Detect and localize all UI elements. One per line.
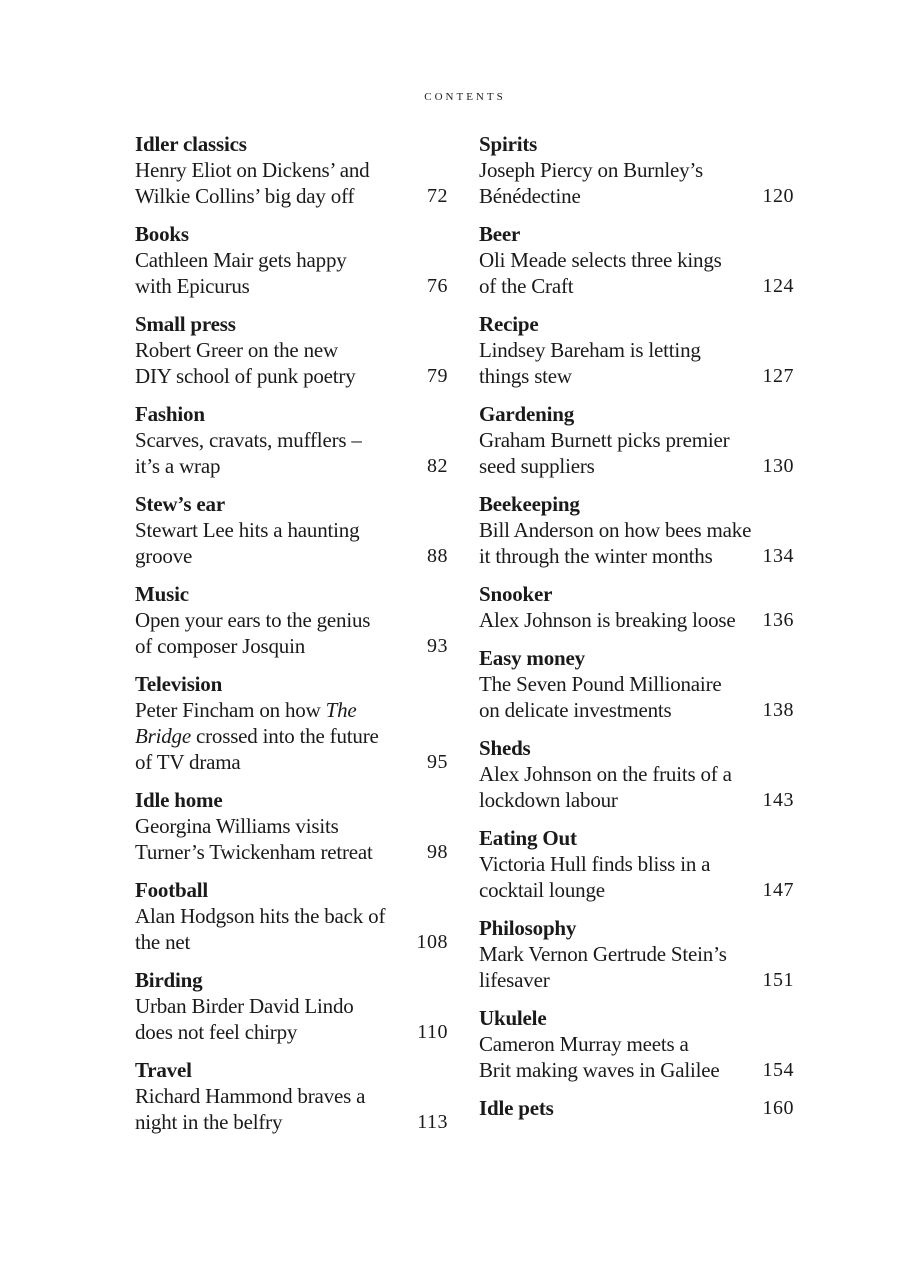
entry-description <box>479 247 794 299</box>
toc-entry[interactable] <box>135 221 448 299</box>
entry-title: Television <box>135 672 223 696</box>
entry-description <box>135 1083 448 1135</box>
entry-page-number: 82 <box>427 455 448 477</box>
entry-description <box>135 697 448 775</box>
toc-entry[interactable] <box>135 131 448 209</box>
entry-description <box>135 903 448 955</box>
entry-title: Music <box>135 582 189 606</box>
entry-description-line: with Epicurus <box>135 274 250 298</box>
entry-title: Books <box>135 222 189 246</box>
entry-description-italic: Bridge <box>135 724 191 748</box>
toc-entry[interactable] <box>479 825 794 903</box>
entry-page-number: 110 <box>417 1021 448 1043</box>
entry-description-line: of TV drama <box>135 750 241 774</box>
entry-description <box>135 337 448 389</box>
entry-description-line: Cathleen Mair gets happy <box>135 248 347 272</box>
entry-description-line: groove <box>135 544 193 568</box>
entry-page-number: 136 <box>762 609 794 631</box>
entry-page-number: 95 <box>427 751 448 773</box>
entry-description-line: it through the winter months <box>479 544 713 568</box>
entry-description-line: Wilkie Collins’ big day off <box>135 184 355 208</box>
entry-title: Recipe <box>479 312 539 336</box>
entry-description-line: The Seven Pound Millionaire <box>479 672 722 696</box>
entry-description <box>479 337 794 389</box>
entry-page-number: 147 <box>762 879 794 901</box>
entry-description-line: Bénédectine <box>479 184 581 208</box>
entry-description-line: does not feel chirpy <box>135 1020 298 1044</box>
contents-left-column <box>135 131 448 1147</box>
entry-description-line: DIY school of punk poetry <box>135 364 356 388</box>
entry-description-line <box>135 697 404 723</box>
entry-page-number: 130 <box>762 455 794 477</box>
entry-description-line: seed suppliers <box>479 454 595 478</box>
entry-description-line: Oli Meade selects three kings <box>479 248 722 272</box>
entry-page-number: 138 <box>762 699 794 721</box>
entry-description-italic: The <box>325 698 357 722</box>
entry-description-line: it’s a wrap <box>135 454 221 478</box>
entry-page-number: 127 <box>762 365 794 387</box>
entry-page-number: 151 <box>762 969 794 991</box>
toc-entry[interactable] <box>479 401 794 479</box>
entry-title: Fashion <box>135 402 205 426</box>
entry-description <box>479 427 794 479</box>
entry-description-line: night in the belfry <box>135 1110 283 1134</box>
entry-description-line: Cameron Murray meets a <box>479 1032 689 1056</box>
entry-description-line: Brit making waves in Galilee <box>479 1058 720 1082</box>
entry-description <box>479 761 794 813</box>
entry-page-number: 108 <box>416 931 448 953</box>
entry-title: Eating Out <box>479 826 577 850</box>
entry-description-line: cocktail lounge <box>479 878 605 902</box>
entry-page-number: 124 <box>762 275 794 297</box>
toc-entry[interactable] <box>135 401 448 479</box>
entry-page-number: 72 <box>427 185 448 207</box>
toc-entry[interactable] <box>135 967 448 1045</box>
entry-description <box>479 157 794 209</box>
toc-entry[interactable] <box>479 131 794 209</box>
page-title: contents <box>424 88 506 104</box>
toc-entry[interactable] <box>135 671 448 775</box>
entry-description-line: things stew <box>479 364 572 388</box>
entry-title: Travel <box>135 1058 192 1082</box>
entry-page-number: 93 <box>427 635 448 657</box>
entry-page-number: 154 <box>762 1059 794 1081</box>
entry-description-line: Joseph Piercy on Burnley’s <box>479 158 704 182</box>
entry-description-line: Victoria Hull finds bliss in a <box>479 852 711 876</box>
entry-title: Sheds <box>479 736 531 760</box>
entry-description-line: Lindsey Bareham is letting <box>479 338 701 362</box>
toc-entry[interactable] <box>479 1095 794 1121</box>
toc-entry[interactable] <box>135 581 448 659</box>
toc-entry[interactable] <box>135 1057 448 1135</box>
entry-page-number: 76 <box>427 275 448 297</box>
entry-title: Small press <box>135 312 236 336</box>
entry-description-text: Peter Fincham on how <box>135 698 326 722</box>
entry-description <box>135 993 448 1045</box>
entry-title: Easy money <box>479 646 585 670</box>
entry-description <box>479 517 794 569</box>
toc-entry[interactable] <box>479 491 794 569</box>
entry-description <box>479 1031 794 1083</box>
entry-page-number: 88 <box>427 545 448 567</box>
entry-description-line: Henry Eliot on Dickens’ and <box>135 158 370 182</box>
entry-page-number: 120 <box>762 185 794 207</box>
contents-right-column <box>479 131 794 1133</box>
toc-entry[interactable] <box>479 311 794 389</box>
entry-page-number: 98 <box>427 841 448 863</box>
toc-entry[interactable] <box>479 735 794 813</box>
entry-description-line: Bill Anderson on how bees make <box>479 518 752 542</box>
entry-description-line: Richard Hammond braves a <box>135 1084 366 1108</box>
entry-description-line <box>135 723 404 749</box>
toc-entry[interactable] <box>479 221 794 299</box>
entry-description <box>135 517 448 569</box>
entry-description-line: Stewart Lee hits a haunting <box>135 518 360 542</box>
entry-description-line: Urban Birder David Lindo <box>135 994 354 1018</box>
entry-title: Football <box>135 878 209 902</box>
entry-description-line: Alex Johnson is breaking loose <box>479 608 736 632</box>
entry-description-line: Alan Hodgson hits the back of <box>135 904 386 928</box>
entry-title: Snooker <box>479 582 553 606</box>
entry-title: Idle home <box>135 788 223 812</box>
toc-entry[interactable] <box>135 877 448 955</box>
entry-description <box>479 607 794 633</box>
entry-description-text: crossed into the future <box>190 724 379 748</box>
entry-description-line: Graham Burnett picks premier <box>479 428 730 452</box>
entry-page-number: 134 <box>762 545 794 567</box>
entry-description-line: lifesaver <box>479 968 550 992</box>
entry-title: Beekeeping <box>479 492 580 516</box>
entry-title: Philosophy <box>479 916 577 940</box>
entry-description <box>479 851 794 903</box>
entry-title: Idle pets <box>479 1096 554 1120</box>
entry-description-line: Scarves, cravats, mufflers – <box>135 428 362 452</box>
entry-page-number: 113 <box>417 1111 448 1133</box>
entry-description-line: Turner’s Twickenham retreat <box>135 840 373 864</box>
entry-description <box>135 813 448 865</box>
entry-title: Spirits <box>479 132 538 156</box>
entry-page-number: 143 <box>762 789 794 811</box>
entry-title: Idler classics <box>135 132 247 156</box>
entry-description <box>479 671 794 723</box>
entry-description-line: Alex Johnson on the fruits of a <box>479 762 732 786</box>
entry-page-number: 79 <box>427 365 448 387</box>
entry-title: Stew’s ear <box>135 492 225 516</box>
toc-entry[interactable] <box>479 1005 794 1083</box>
entry-page-number: 160 <box>762 1097 794 1119</box>
toc-entry[interactable] <box>135 787 448 865</box>
entry-description <box>479 941 794 993</box>
entry-description-line: Open your ears to the genius <box>135 608 371 632</box>
toc-entry[interactable] <box>479 581 794 633</box>
entry-description-line: on delicate investments <box>479 698 672 722</box>
entry-title: Gardening <box>479 402 575 426</box>
entry-description <box>135 427 448 479</box>
entry-description-line: of composer Josquin <box>135 634 306 658</box>
entry-description-line: lockdown labour <box>479 788 618 812</box>
entry-description-line: the net <box>135 930 191 954</box>
entry-title: Beer <box>479 222 521 246</box>
entry-description <box>135 157 448 209</box>
entry-description <box>135 247 448 299</box>
entry-title: Ukulele <box>479 1006 547 1030</box>
entry-description-line: Georgina Williams visits <box>135 814 339 838</box>
entry-description-line: of the Craft <box>479 274 574 298</box>
entry-description-line: Robert Greer on the new <box>135 338 338 362</box>
entry-title: Birding <box>135 968 203 992</box>
entry-description <box>135 607 448 659</box>
toc-entry[interactable] <box>135 491 448 569</box>
toc-entry[interactable] <box>135 311 448 389</box>
entry-description-line: Mark Vernon Gertrude Stein’s <box>479 942 727 966</box>
toc-entry[interactable] <box>479 915 794 993</box>
toc-entry[interactable] <box>479 645 794 723</box>
